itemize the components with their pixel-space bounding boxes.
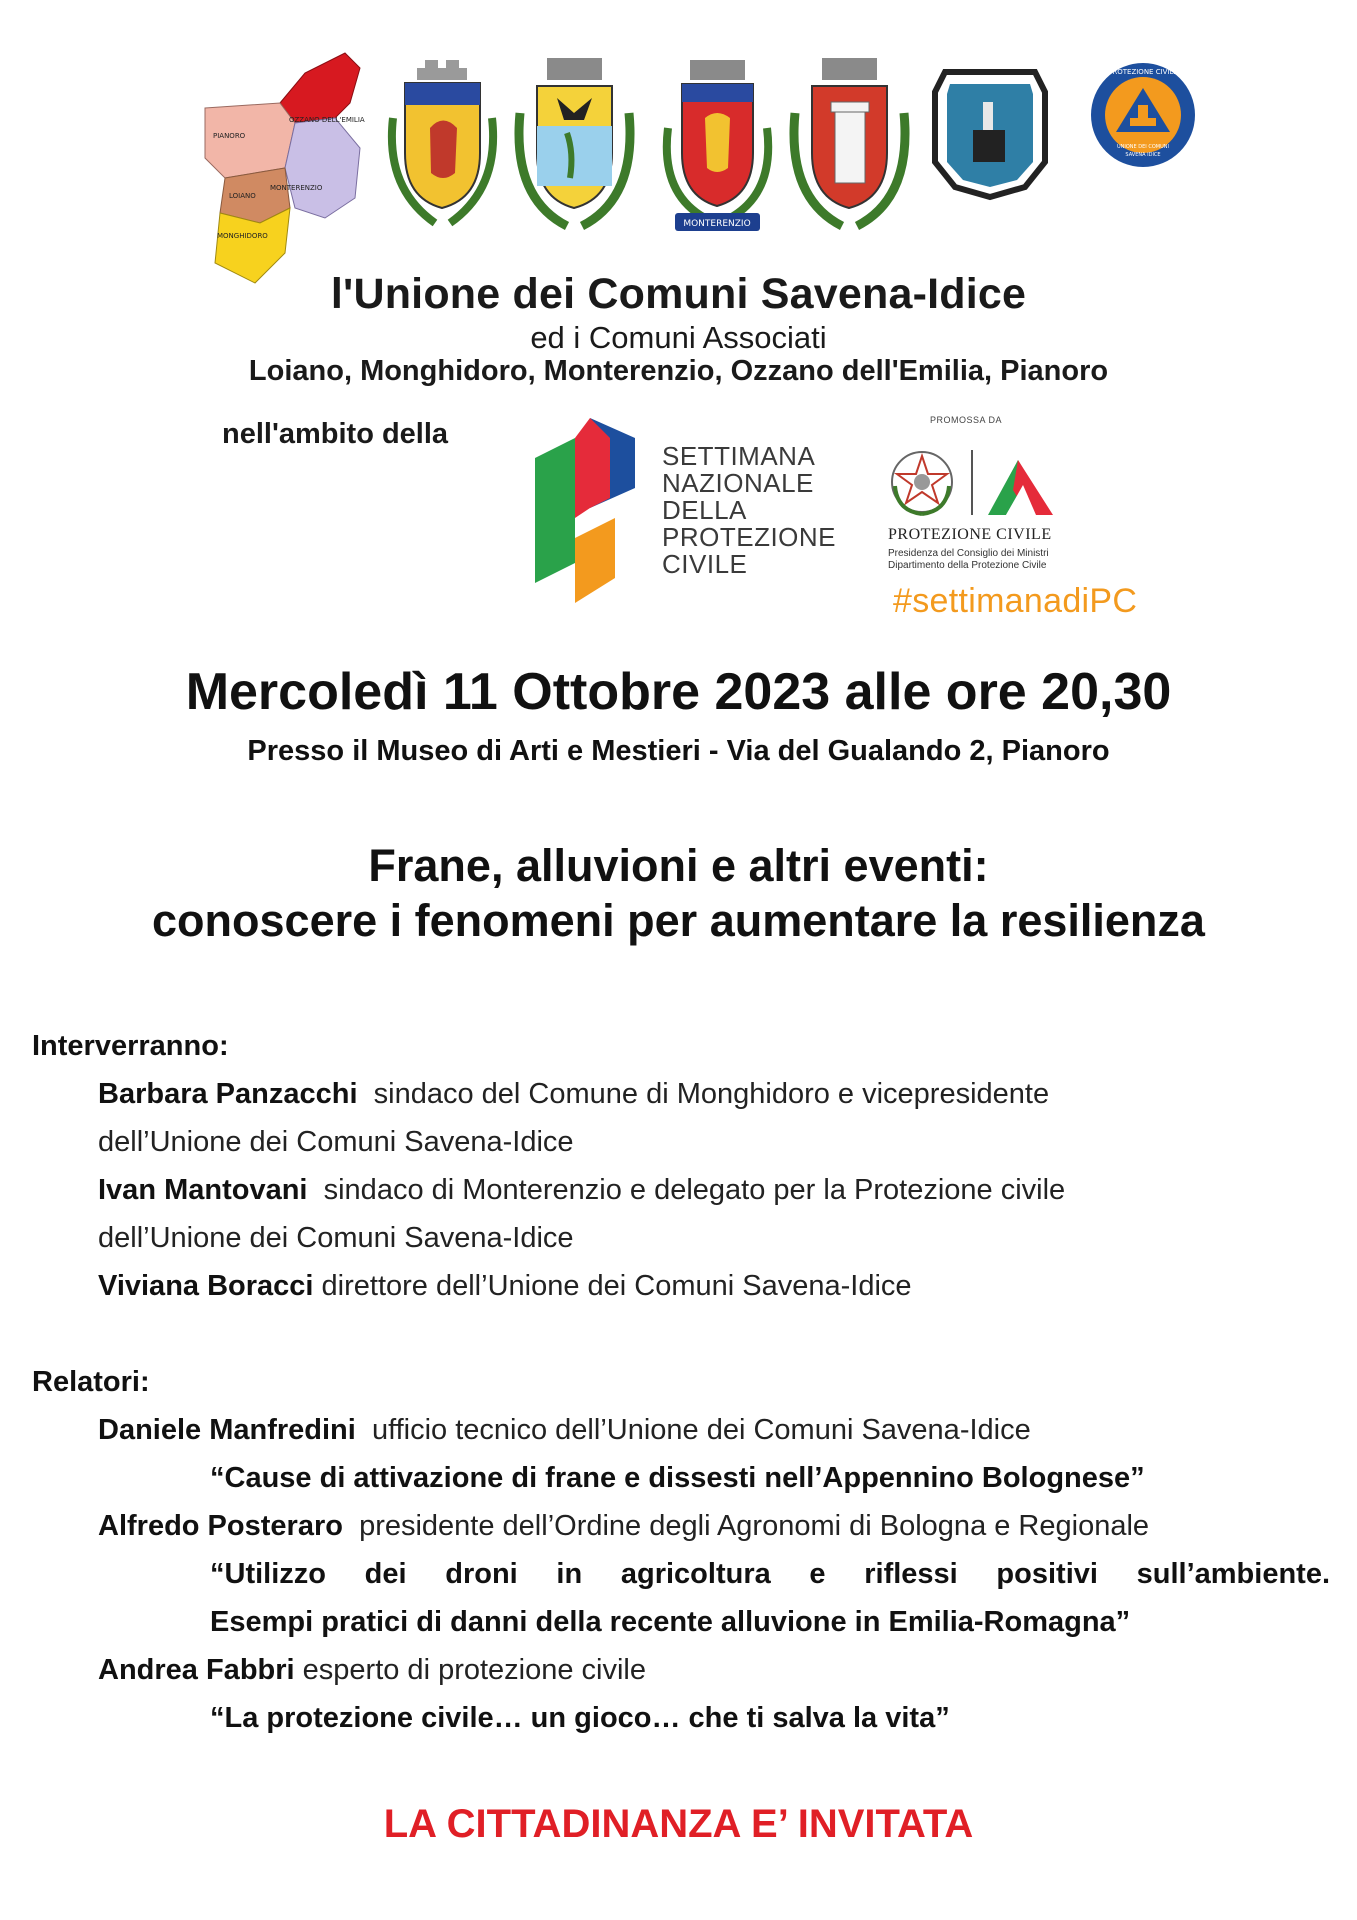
crest-monterenzio (660, 58, 775, 238)
map-label-monghidoro: MONGHIDORO (217, 232, 268, 240)
settimana-line-5: CIVILE (662, 549, 748, 579)
intervention-2-line-1 (98, 1270, 912, 1303)
speaker-0-talk: “Cause di attivazione di frane e dissesti nell’Appennino Bolognese” (210, 1462, 1145, 1494)
speaker-1-talk-line-1: “Utilizzo dei droni in agricoltura e riflessi positivi sull’ambiente. (210, 1558, 1330, 1590)
intervention-0-line-1 (98, 1078, 1049, 1111)
intervention-1-line-1 (98, 1174, 1065, 1207)
ambito-label: nell'ambito della (222, 418, 449, 450)
pc-circle-top-text: PROTEZIONE CIVILE (1108, 68, 1178, 76)
protezione-civile-mark (968, 445, 1058, 520)
crest-monghidoro (512, 58, 637, 233)
presidenza-line-1: Presidenza del Consiglio dei Ministri (888, 548, 1049, 559)
intervention-0-name: Barbara Panzacchi (98, 1078, 358, 1110)
protezione-civile-union-logo (1088, 60, 1198, 170)
speakers-heading: Relatori: (32, 1366, 150, 1398)
invitation-banner: LA CITTADINANZA E’ INVITATA (383, 1802, 974, 1846)
pc-circle-bottom-text-2: SAVENA IDICE (1125, 152, 1161, 158)
intervention-1-name: Ivan Mantovani (98, 1174, 308, 1206)
settimana-nazionale-text (662, 443, 836, 578)
crest-loiano (385, 58, 500, 233)
crest-pianoro (925, 62, 1055, 202)
speaker-2-name: Andrea Fabbri (98, 1654, 295, 1686)
hashtag: #settimanadiPC (893, 582, 1138, 620)
speaker-2-talk: “La protezione civile… un gioco… che ti salva la vita” (210, 1702, 950, 1734)
settimana-line-4: PROTEZIONE (662, 522, 837, 552)
interventions-heading: Interverranno: (32, 1030, 229, 1062)
map-label-ozzano: OZZANO DELL'EMILIA (289, 116, 365, 124)
event-date: Mercoledì 11 Ottobre 2023 alle ore 20,30 (185, 663, 1172, 721)
speaker-0-line (98, 1414, 1031, 1447)
intervention-2-name: Viviana Boracci (98, 1270, 314, 1302)
protezione-civile-label: PROTEZIONE CIVILE (888, 526, 1052, 543)
union-territory-map-logo (185, 48, 380, 293)
associated-subtitle: ed i Comuni Associati (530, 320, 827, 355)
settimana-nazionale-logo (535, 418, 635, 603)
presidenza-label (888, 548, 1049, 572)
event-venue: Presso il Museo di Arti e Mestieri - Via del Gualando 2, Pianoro (247, 735, 1110, 767)
speaker-1-role: presidente dell’Ordine degli Agronomi di Bologna e Regionale (342, 1510, 1150, 1542)
settimana-line-3: DELLA (662, 495, 747, 525)
event-title-line-2: conoscere i fenomeni per aumentare la resilienza (152, 895, 1205, 946)
italian-republic-emblem (887, 446, 957, 518)
speaker-2-line (98, 1654, 646, 1687)
union-title: l'Unione dei Comuni Savena-Idice (330, 270, 1027, 318)
crest-banner-text: MONTERENZIO (683, 219, 751, 229)
municipalities-list: Loiano, Monghidoro, Monterenzio, Ozzano dell'Emilia, Pianoro (248, 355, 1109, 387)
settimana-line-1: SETTIMANA (662, 441, 816, 471)
promossa-da-label: PROMOSSA DA (930, 415, 1003, 425)
intervention-2-role: direttore dell’Unione dei Comuni Savena-Idice (313, 1270, 912, 1302)
speaker-1-line (98, 1510, 1149, 1543)
speaker-0-role: ufficio tecnico dell’Unione dei Comuni Savena-Idice (355, 1414, 1031, 1446)
map-label-pianoro: PIANORO (213, 132, 246, 140)
intervention-1-line-2: dell’Unione dei Comuni Savena-Idice (98, 1222, 574, 1254)
map-label-loiano: LOIANO (229, 192, 256, 200)
speaker-2-role: esperto di protezione civile (294, 1654, 647, 1686)
speaker-1-name: Alfredo Posteraro (98, 1510, 343, 1542)
speaker-0-name: Daniele Manfredini (98, 1414, 356, 1446)
intervention-0-line-2: dell’Unione dei Comuni Savena-Idice (98, 1126, 574, 1158)
intervention-1-role: sindaco di Monterenzio e delegato per la Protezione civile (307, 1174, 1066, 1206)
intervention-0-role: sindaco del Comune di Monghidoro e vicepresidente (357, 1078, 1050, 1110)
map-label-monterenzio: MONTERENZIO (270, 184, 323, 192)
settimana-line-2: NAZIONALE (662, 468, 814, 498)
crest-ozzano (787, 58, 912, 233)
speaker-1-talk-line-2: Esempi pratici di danni della recente alluvione in Emilia-Romagna” (210, 1606, 1131, 1638)
event-title-line-1: Frane, alluvioni e altri eventi: (368, 840, 989, 891)
presidenza-line-2: Dipartimento della Protezione Civile (888, 560, 1047, 571)
pc-circle-bottom-text-1: UNIONE DEI COMUNI (1117, 144, 1169, 150)
